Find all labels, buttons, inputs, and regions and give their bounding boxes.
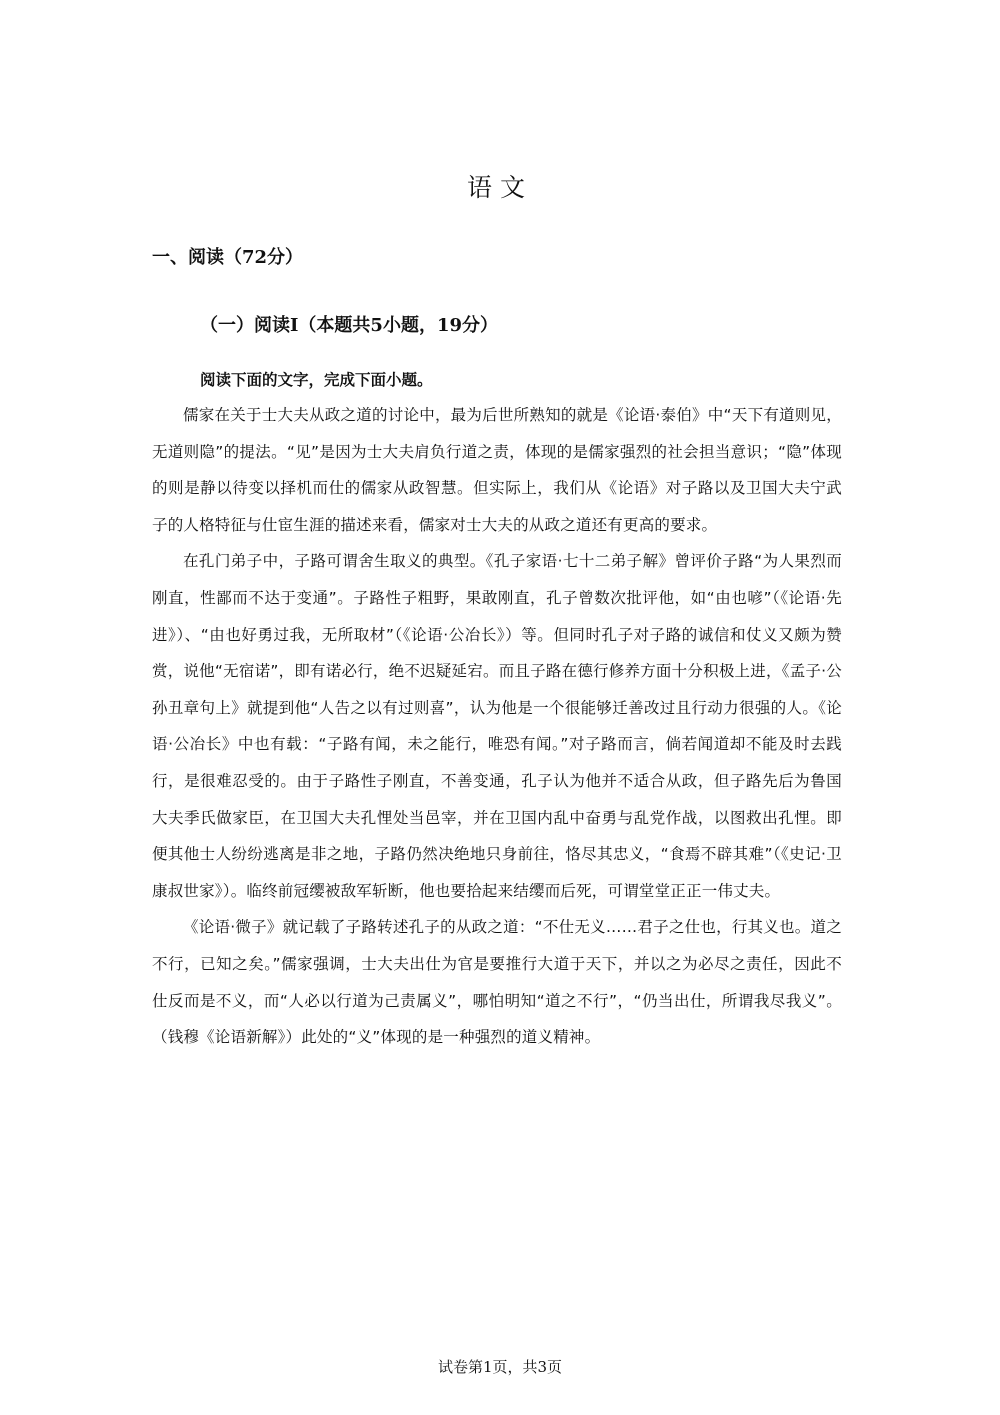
reading-instruction: 阅读下面的文字，完成下面小题。 bbox=[200, 371, 433, 389]
passage-paragraph-1: 儒家在关于士大夫从政之道的讨论中，最为后世所熟知的就是《论语·泰伯》中“天下有道则见，无道则隐”的提法。“见”是因为士大夫肩负行道之责，体现的是儒家强烈的社会担当意识；“隐”体现的则是静以待变以择机而仕的儒家从政智慧。但实际上，我们从《论语》对子路以及卫国大夫宁武子的人格特征与仕宦生涯的描述来看，儒家对士大夫的从政之道还有更高的要求。 bbox=[152, 406, 842, 534]
sub-section-heading: （一）阅读I（本题共5小题，19分） bbox=[200, 315, 498, 336]
section-heading: 一、阅读（72分） bbox=[152, 247, 304, 268]
reading-passage bbox=[152, 397, 842, 1056]
passage-paragraph-2: 在孔门弟子中，子路可谓舍生取义的典型。《孔子家语·七十二弟子解》曾评价子路“为人果烈而刚直，性鄙而不达于变通”。子路性子粗野，果敢刚直，孔子曾数次批评他，如“由也喭”（《论语·先进》）、“由也好勇过我，无所取材”（《论语·公冶长》）等。但同时孔子对子路的诚信和仗义又颇为赞赏，说他“无宿诺”，即有诺必行，绝不迟疑延宕。而且子路在德行修养方面十分积极上进，《孟子·公孙丑章句上》就提到他“人告之以有过则喜”，认为他是一个很能够迁善改过且行动力很强的人。《论语·公冶长》中也有载：“子路有闻，未之能行，唯恐有闻。”对子路而言，倘若闻道却不能及时去践行，是很难忍受的。由于子路性子刚直，不善变通，孔子认为他并不适合从政，但子路先后为鲁国大夫季氏做家臣，在卫国大夫孔悝处当邑宰，并在卫国内乱中奋勇与乱党作战，以图救出孔悝。即便其他士人纷纷逃离是非之地，子路仍然决绝地只身前往，恪尽其忠义，“食焉不辟其难”（《史记·卫康叔世家》）。临终前冠缨被敌军斩断，他也要拾起来结缨而后死，可谓堂堂正正一伟丈夫。 bbox=[152, 552, 842, 900]
page-title: 语文 bbox=[466, 173, 533, 202]
passage-paragraph-3: 《论语·微子》就记载了子路转述孔子的从政之道：“不仕无义……君子之仕也，行其义也。道之不行，已知之矣。”儒家强调，士大夫出仕为官是要推行大道于天下，并以之为必尽之责任，因此不仕反而是不义，而“人必以行道为己责属义”，哪怕明知“道之不行”，“仍当出仕，所谓我尽我义”。（钱穆《论语新解》）此处的“义”体现的是一种强烈的道义精神。 bbox=[152, 918, 842, 1047]
page-footer: 试卷第1页，共3页 bbox=[437, 1358, 563, 1376]
